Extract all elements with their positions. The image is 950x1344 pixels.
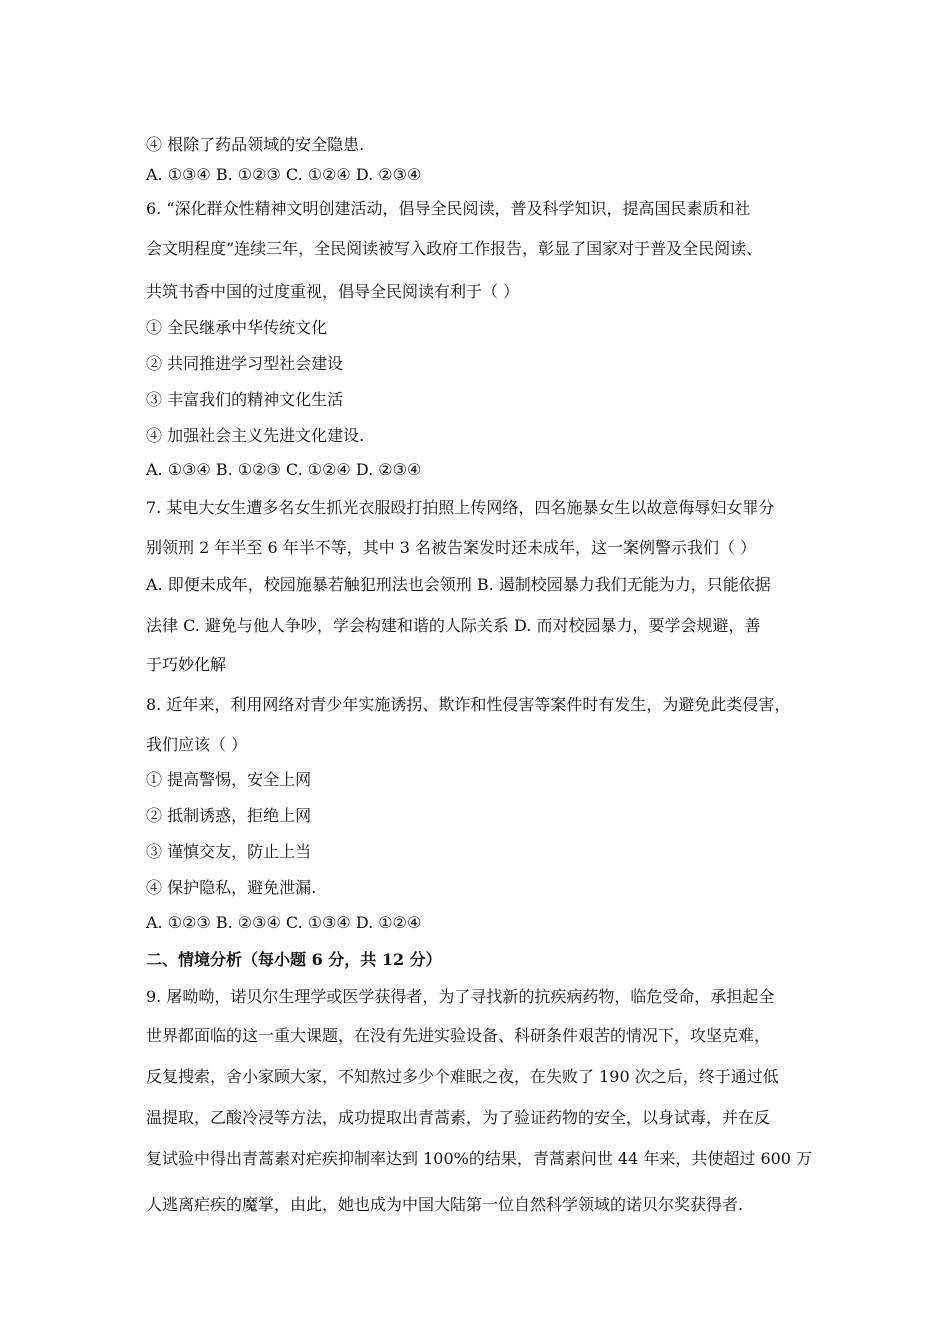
text-line: 温提取，乙酸冷浸等方法，成功提取出青蒿素，为了验证药物的安全，以身试毒，并在反	[146, 1108, 771, 1127]
list-item: ③ 丰富我们的精神文化生活	[146, 390, 344, 409]
answer-options: A. ①③④ B. ①②③ C. ①②④ D. ②③④	[146, 460, 422, 479]
section-heading: 二、情境分析（每小题 6 分，共 12 分）	[146, 950, 442, 969]
text-line: 世界都面临的这一重大课题，在没有先进实验设备、科研条件艰苦的情况下，攻坚克难，	[146, 1026, 771, 1045]
question-8-text: 8. 近年来，利用网络对青少年实施诱拐、欺诈和性侵害等案件时有发生，为避免此类侵害，	[146, 695, 791, 714]
answer-options: A. 即便未成年，校园施暴若触犯刑法也会领刑 B. 遏制校园暴力我们无能为力，只能依据	[146, 575, 771, 594]
text-line: 反复搜索，舍小家顾大家，不知熬过多少个难眠之夜，在失败了 190 次之后，终于通过低	[146, 1067, 779, 1086]
list-item: ④ 保护隐私，避免泄漏.	[146, 878, 317, 897]
question-6-text: 6. “深化群众性精神文明创建活动，倡导全民阅读，普及科学知识，提高国民素质和社	[146, 199, 751, 218]
answer-options: 法律 C. 避免与他人争吵，学会构建和谐的人际关系 D. 而对校园暴力，要学会规避，善	[146, 616, 761, 635]
text-line: 我们应该（ ）	[146, 735, 248, 754]
list-item: ① 提高警惕，安全上网	[146, 770, 312, 789]
answer-options: A. ①②③ B. ②③④ C. ①③④ D. ①②④	[146, 913, 422, 932]
text-line: ④ 根除了药品领域的安全隐患.	[146, 135, 365, 154]
text-line: 共筑书香中国的过度重视，倡导全民阅读有利于（ ）	[146, 282, 520, 301]
list-item: ① 全民继承中华传统文化	[146, 318, 328, 337]
text-line: 人逃离疟疾的魔掌，由此，她也成为中国大陆第一位自然科学领域的诺贝尔奖获得者.	[146, 1195, 744, 1214]
answer-options: A. ①③④ B. ①②③ C. ①②④ D. ②③④	[146, 165, 422, 184]
list-item: ② 抵制诱惑，拒绝上网	[146, 806, 312, 825]
text-line: 别领刑 2 年半至 6 年半不等，其中 3 名被告案发时还未成年，这一案例警示我们（ ）	[146, 538, 757, 557]
answer-options: 于巧妙化解	[146, 655, 227, 674]
list-item: ③ 谨慎交友，防止上当	[146, 842, 312, 861]
text-line: 复试验中得出青蒿素对疟疾抑制率达到 100%的结果，青蒿素问世 44 年来，共使超过 600 万	[146, 1149, 813, 1168]
question-9-text: 9. 屠呦呦，诺贝尔生理学或医学获得者，为了寻找新的抗疾病药物，临危受命，承担起全	[146, 987, 775, 1006]
text-line: 会文明程度”连续三年，全民阅读被写入政府工作报告，彰显了国家对于普及全民阅读、	[146, 239, 763, 258]
list-item: ④ 加强社会主义先进文化建设.	[146, 426, 365, 445]
question-7-text: 7. 某电大女生遭多名女生抓光衣服殴打拍照上传网络，四名施暴女生以故意侮辱妇女罪分	[146, 498, 775, 517]
list-item: ② 共同推进学习型社会建设	[146, 354, 344, 373]
